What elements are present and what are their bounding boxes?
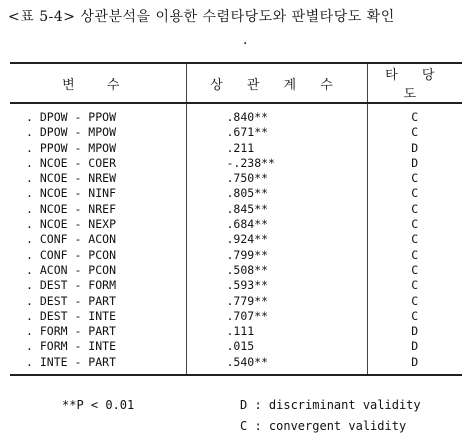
correlation-cell: .799** [186,248,367,263]
correlation-cell: -.238** [186,156,367,171]
significance-note: **P < 0.01 [62,398,135,412]
validity-cell: C [367,263,462,278]
correlation-cell: .805** [186,186,367,201]
table-row [10,324,462,339]
table-row [10,339,462,354]
validity-cell: D [367,355,462,375]
variable-pair-cell: . INTE - PART [10,355,186,375]
table-row [10,217,462,232]
variable-pair-cell: . PPOW - MPOW [26,140,117,155]
table-row [10,232,462,247]
variable-pair-cell: . DEST - FORM [26,278,117,293]
variable-pair-cell: . NCOE - NINF [26,186,117,201]
variable-pair-cell: . DEST - PART [26,293,117,308]
validity-cell: D [367,339,462,354]
validity-cell: D [367,156,462,171]
correlation-cell: .540** [186,355,367,375]
correlation-cell: .750** [186,171,367,186]
table-row [10,171,462,186]
correlation-cell: .593** [186,278,367,293]
correlation-cell: .111 [186,324,367,339]
table-caption: <표 5-4> 상관분석을 이용한 수렴타당도와 판별타당도 확인 [8,9,395,25]
validity-cell: C [367,232,462,247]
validity-cell: C [367,186,462,201]
variable-pair-cell: . FORM - INTE [26,339,117,354]
validity-cell: D [367,324,462,339]
variable-pair-cell: . DPOW - PPOW [26,110,117,124]
validity-cell: C [367,125,462,140]
table-row [10,202,462,217]
validity-cell: D [367,141,462,156]
validity-cell: C [367,309,462,324]
variable-pair-cell: . NCOE - NEXP [26,217,117,232]
table-row [10,355,462,375]
correlation-cell: .707** [186,309,367,324]
variable-pair-cell: . NCOE - COER [26,155,117,170]
table-row [10,125,462,140]
correlation-cell: .508** [186,263,367,278]
correlation-cell: .924** [186,232,367,247]
validity-cell: C [367,103,462,125]
table-row [10,248,462,263]
header-correlation: 상 관 계 수 [186,63,367,103]
header-variable: 변 수 [10,63,186,103]
table-row [10,186,462,201]
correlation-cell: .671** [186,125,367,140]
header-validity: 타 당 도 [367,63,462,103]
variable-pair-cell: . DEST - INTE [26,308,117,323]
validity-cell: C [367,294,462,309]
variable-pair-cell: . CONF - ACON [26,232,117,247]
table-row [10,103,462,125]
convergent-note: C : convergent validity [240,419,407,433]
table-row [10,263,462,278]
variable-pair-cell: . ACON - PCON [26,262,117,277]
validity-cell: C [367,171,462,186]
correlation-table [10,62,462,376]
variable-pair-cell: . NCOE - NREF [26,201,117,216]
table-row [10,294,462,309]
validity-cell: C [367,278,462,293]
validity-cell: C [367,202,462,217]
variable-pair-cell: . NCOE - NREW [26,171,117,186]
variable-pair-cell: . CONF - PCON [26,247,117,262]
correlation-cell: .840** [186,103,367,125]
table-row [10,141,462,156]
correlation-cell: .015 [186,339,367,354]
correlation-cell: .211 [186,141,367,156]
correlation-cell: .779** [186,294,367,309]
correlation-cell: .845** [186,202,367,217]
stray-dot: · [243,36,248,52]
table-row [10,309,462,324]
table-row [10,278,462,293]
header-row [10,63,462,103]
table-row [10,156,462,171]
validity-cell: C [367,248,462,263]
variable-pair-cell: . DPOW - MPOW [26,125,117,140]
validity-cell: C [367,217,462,232]
variable-pair-cell: . FORM - PART [26,324,117,339]
correlation-cell: .684** [186,217,367,232]
discriminant-note: D : discriminant validity [240,398,421,412]
